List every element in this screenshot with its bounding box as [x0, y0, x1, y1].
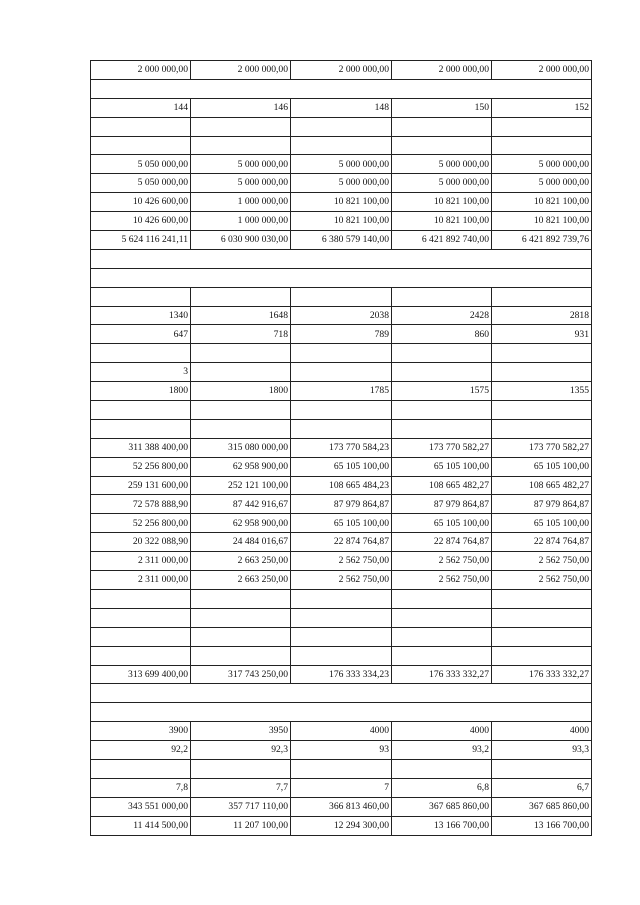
table-row — [91, 193, 592, 212]
table-cell — [191, 627, 291, 646]
table-cell: 176 333 332,27 — [492, 665, 592, 684]
table-cell: 65 105 100,00 — [291, 514, 392, 533]
table-cell — [492, 363, 592, 382]
table-cell: 12 294 300,00 — [291, 816, 392, 835]
table-cell: 65 105 100,00 — [492, 457, 592, 476]
table-row — [91, 797, 592, 816]
table-cell: 2 562 750,00 — [291, 571, 392, 590]
table-cell: 108 665 482,27 — [392, 476, 492, 495]
table-cell: 5 000 000,00 — [191, 155, 291, 174]
table-row — [91, 646, 592, 665]
table-cell — [392, 627, 492, 646]
table-cell: 5 624 116 241,11 — [91, 231, 191, 250]
data-table — [90, 60, 592, 836]
table-cell — [191, 608, 291, 627]
table-row — [91, 533, 592, 552]
table-cell — [392, 287, 492, 306]
table-cell: 6 421 892 739,76 — [492, 231, 592, 250]
table-cell: 146 — [191, 98, 291, 117]
table-cell: 108 665 482,27 — [492, 476, 592, 495]
table-cell — [191, 401, 291, 420]
table-cell: 718 — [191, 325, 291, 344]
table-cell: 10 426 600,00 — [91, 193, 191, 212]
table-cell: 65 105 100,00 — [291, 457, 392, 476]
table-cell — [392, 363, 492, 382]
table-cell: 789 — [291, 325, 392, 344]
table-cell: 4000 — [291, 722, 392, 741]
table-cell — [392, 589, 492, 608]
table-cell — [392, 759, 492, 778]
table-cell: 3900 — [91, 722, 191, 741]
table-cell: 313 699 400,00 — [91, 665, 191, 684]
table-row — [91, 61, 592, 80]
table-cell — [191, 287, 291, 306]
table-cell — [291, 117, 392, 136]
table-cell: 2 562 750,00 — [291, 552, 392, 571]
table-cell: 11 207 100,00 — [191, 816, 291, 835]
table-row — [91, 382, 592, 401]
table-cell: 10 821 100,00 — [492, 212, 592, 231]
table-cell — [291, 646, 392, 665]
table-row — [91, 552, 592, 571]
table-cell: 87 442 916,67 — [191, 495, 291, 514]
table-cell — [91, 419, 191, 438]
table-cell: 173 770 582,27 — [492, 438, 592, 457]
table-cell: 5 000 000,00 — [392, 155, 492, 174]
table-cell: 315 080 000,00 — [191, 438, 291, 457]
table-section-row — [91, 268, 592, 287]
table-row — [91, 589, 592, 608]
table-section-cell — [91, 79, 592, 98]
table-cell: 150 — [392, 98, 492, 117]
table-cell: 860 — [392, 325, 492, 344]
table-row — [91, 722, 592, 741]
table-cell: 2 562 750,00 — [492, 571, 592, 590]
table-cell — [492, 589, 592, 608]
table-cell: 2 000 000,00 — [91, 61, 191, 80]
table-cell — [492, 419, 592, 438]
table-cell: 152 — [492, 98, 592, 117]
table-cell: 2 000 000,00 — [191, 61, 291, 80]
table-cell — [191, 589, 291, 608]
table-cell: 357 717 110,00 — [191, 797, 291, 816]
table-row — [91, 136, 592, 155]
table-row — [91, 571, 592, 590]
table-cell — [91, 117, 191, 136]
table-cell: 5 000 000,00 — [392, 174, 492, 193]
table-cell — [91, 608, 191, 627]
table-cell — [492, 759, 592, 778]
table-row — [91, 325, 592, 344]
table-cell: 13 166 700,00 — [392, 816, 492, 835]
table-cell: 11 414 500,00 — [91, 816, 191, 835]
table-cell — [91, 344, 191, 363]
table-section-cell — [91, 268, 592, 287]
table-cell: 317 743 250,00 — [191, 665, 291, 684]
table-cell — [492, 627, 592, 646]
table-cell — [492, 344, 592, 363]
table-cell: 10 426 600,00 — [91, 212, 191, 231]
table-cell: 87 979 864,87 — [291, 495, 392, 514]
table-cell: 311 388 400,00 — [91, 438, 191, 457]
table-cell: 6,8 — [392, 778, 492, 797]
table-row — [91, 344, 592, 363]
table-cell: 2 000 000,00 — [291, 61, 392, 80]
table-cell: 2 000 000,00 — [392, 61, 492, 80]
table-cell: 5 000 000,00 — [291, 155, 392, 174]
table-cell: 2818 — [492, 306, 592, 325]
table-row — [91, 514, 592, 533]
table-cell — [291, 401, 392, 420]
table-cell: 3950 — [191, 722, 291, 741]
table-cell: 5 050 000,00 — [91, 174, 191, 193]
table-cell: 65 105 100,00 — [392, 514, 492, 533]
table-row — [91, 287, 592, 306]
table-cell — [191, 759, 291, 778]
table-cell: 4000 — [392, 722, 492, 741]
table-cell — [191, 117, 291, 136]
table-cell — [91, 136, 191, 155]
table-cell: 22 874 764,87 — [492, 533, 592, 552]
table-cell: 367 685 860,00 — [492, 797, 592, 816]
table-cell: 62 958 900,00 — [191, 514, 291, 533]
table-cell — [492, 117, 592, 136]
table-section-cell — [91, 249, 592, 268]
table-cell: 252 121 100,00 — [191, 476, 291, 495]
table-cell: 367 685 860,00 — [392, 797, 492, 816]
table-cell — [291, 363, 392, 382]
table-cell: 108 665 484,23 — [291, 476, 392, 495]
table-cell: 2 562 750,00 — [492, 552, 592, 571]
table-cell — [492, 287, 592, 306]
table-cell: 22 874 764,87 — [392, 533, 492, 552]
table-cell: 2 562 750,00 — [392, 571, 492, 590]
table-cell: 93,2 — [392, 741, 492, 760]
table-cell: 2 311 000,00 — [91, 552, 191, 571]
table-cell — [91, 627, 191, 646]
table-section-row — [91, 249, 592, 268]
table-cell: 20 322 088,90 — [91, 533, 191, 552]
table-section-cell — [91, 703, 592, 722]
table-section-row — [91, 703, 592, 722]
table-cell — [291, 589, 392, 608]
table-cell — [291, 627, 392, 646]
table-cell: 52 256 800,00 — [91, 514, 191, 533]
table-cell: 65 105 100,00 — [392, 457, 492, 476]
table-cell: 7 — [291, 778, 392, 797]
table-cell: 6,7 — [492, 778, 592, 797]
table-cell — [492, 401, 592, 420]
table-cell: 5 000 000,00 — [291, 174, 392, 193]
table-cell: 259 131 600,00 — [91, 476, 191, 495]
table-row — [91, 231, 592, 250]
table-cell: 62 958 900,00 — [191, 457, 291, 476]
table-row — [91, 401, 592, 420]
table-body — [91, 61, 592, 836]
table-row — [91, 778, 592, 797]
table-cell: 5 050 000,00 — [91, 155, 191, 174]
table-cell: 4000 — [492, 722, 592, 741]
table-cell: 2 663 250,00 — [191, 571, 291, 590]
table-cell — [91, 287, 191, 306]
table-cell: 173 770 582,27 — [392, 438, 492, 457]
table-cell: 1355 — [492, 382, 592, 401]
table-cell: 10 821 100,00 — [291, 212, 392, 231]
table-cell: 2 562 750,00 — [392, 552, 492, 571]
table-cell: 93 — [291, 741, 392, 760]
table-row — [91, 419, 592, 438]
table-cell: 176 333 334,23 — [291, 665, 392, 684]
table-cell: 1340 — [91, 306, 191, 325]
table-cell — [291, 759, 392, 778]
table-row — [91, 741, 592, 760]
table-row — [91, 155, 592, 174]
table-cell — [392, 401, 492, 420]
table-row — [91, 438, 592, 457]
table-cell — [191, 646, 291, 665]
table-cell: 148 — [291, 98, 392, 117]
table-cell: 87 979 864,87 — [492, 495, 592, 514]
table-cell — [392, 608, 492, 627]
table-row — [91, 608, 592, 627]
table-cell: 5 000 000,00 — [191, 174, 291, 193]
table-cell: 2 311 000,00 — [91, 571, 191, 590]
table-row — [91, 816, 592, 835]
table-cell: 1800 — [91, 382, 191, 401]
table-cell — [191, 136, 291, 155]
table-cell: 5 000 000,00 — [492, 174, 592, 193]
table-cell: 52 256 800,00 — [91, 457, 191, 476]
table-cell: 6 030 900 030,00 — [191, 231, 291, 250]
table-row — [91, 117, 592, 136]
table-row — [91, 174, 592, 193]
table-row — [91, 759, 592, 778]
table-cell: 366 813 460,00 — [291, 797, 392, 816]
table-cell — [492, 608, 592, 627]
table-cell — [191, 419, 291, 438]
table-cell: 1648 — [191, 306, 291, 325]
table-cell: 343 551 000,00 — [91, 797, 191, 816]
table-cell: 1 000 000,00 — [191, 193, 291, 212]
table-row — [91, 98, 592, 117]
table-cell: 2 663 250,00 — [191, 552, 291, 571]
table-cell — [392, 117, 492, 136]
table-cell: 173 770 584,23 — [291, 438, 392, 457]
table-cell: 6 380 579 140,00 — [291, 231, 392, 250]
table-cell: 1 000 000,00 — [191, 212, 291, 231]
table-cell — [91, 589, 191, 608]
table-cell — [392, 344, 492, 363]
table-cell — [291, 344, 392, 363]
table-cell: 10 821 100,00 — [291, 193, 392, 212]
table-cell — [291, 136, 392, 155]
table-cell: 3 — [91, 363, 191, 382]
table-cell: 1800 — [191, 382, 291, 401]
table-cell: 7,7 — [191, 778, 291, 797]
table-cell: 5 000 000,00 — [492, 155, 592, 174]
table-section-row — [91, 79, 592, 98]
table-cell: 1785 — [291, 382, 392, 401]
table-section-row — [91, 684, 592, 703]
table-row — [91, 495, 592, 514]
table-cell — [392, 419, 492, 438]
table-cell: 7,8 — [91, 778, 191, 797]
table-cell — [291, 608, 392, 627]
table-cell: 65 105 100,00 — [492, 514, 592, 533]
table-section-cell — [91, 684, 592, 703]
table-cell: 10 821 100,00 — [492, 193, 592, 212]
table-cell: 1575 — [392, 382, 492, 401]
table-cell: 647 — [91, 325, 191, 344]
table-cell — [492, 136, 592, 155]
table-cell: 93,3 — [492, 741, 592, 760]
table-cell — [91, 759, 191, 778]
table-cell: 2 000 000,00 — [492, 61, 592, 80]
table-cell: 24 484 016,67 — [191, 533, 291, 552]
table-cell: 2428 — [392, 306, 492, 325]
table-cell — [291, 419, 392, 438]
table-cell — [91, 401, 191, 420]
table-cell — [392, 136, 492, 155]
table-cell: 13 166 700,00 — [492, 816, 592, 835]
table-row — [91, 627, 592, 646]
table-cell: 72 578 888,90 — [91, 495, 191, 514]
table-row — [91, 457, 592, 476]
table-row — [91, 476, 592, 495]
table-cell: 144 — [91, 98, 191, 117]
table-cell: 6 421 892 740,00 — [392, 231, 492, 250]
table-cell — [191, 344, 291, 363]
table-cell: 931 — [492, 325, 592, 344]
table-cell — [191, 363, 291, 382]
table-cell: 87 979 864,87 — [392, 495, 492, 514]
table-row — [91, 212, 592, 231]
table-cell — [291, 287, 392, 306]
table-cell: 92,2 — [91, 741, 191, 760]
table-cell: 10 821 100,00 — [392, 193, 492, 212]
table-cell: 92,3 — [191, 741, 291, 760]
table-row — [91, 665, 592, 684]
table-cell — [492, 646, 592, 665]
table-cell: 2038 — [291, 306, 392, 325]
table-cell: 176 333 332,27 — [392, 665, 492, 684]
table-row — [91, 363, 592, 382]
table-cell: 10 821 100,00 — [392, 212, 492, 231]
table-cell: 22 874 764,87 — [291, 533, 392, 552]
table-row — [91, 306, 592, 325]
table-cell — [392, 646, 492, 665]
table-cell — [91, 646, 191, 665]
